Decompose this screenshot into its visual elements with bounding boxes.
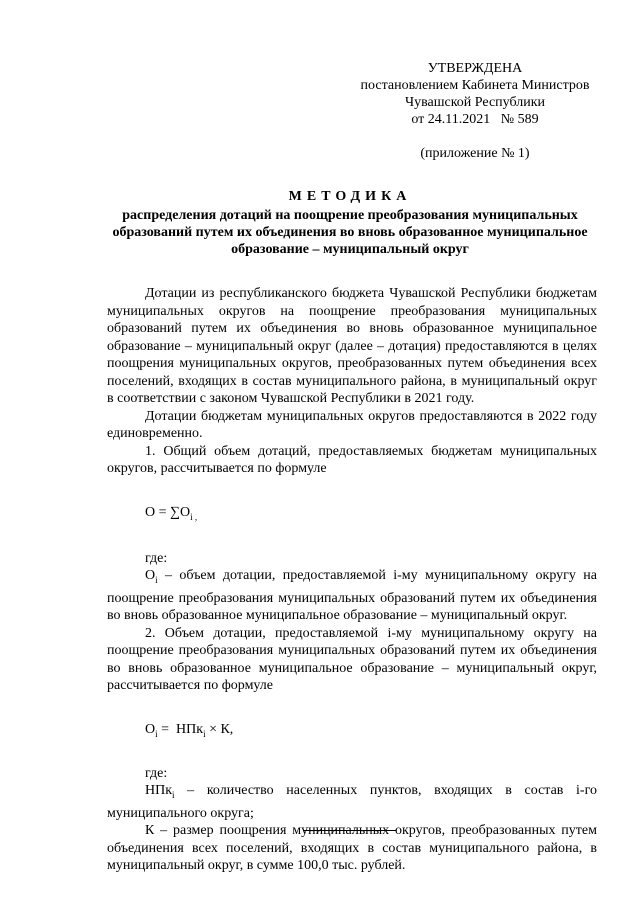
approval-stamp [345, 60, 605, 128]
paragraph-intro: Дотации из республиканского бюджета Чувашской Республики бюджетам муниципальных округов на поощрение преобразования муниципальных образований путем их объединения во вновь образованное муниципальное образование – муниципальный округ (далее – дотация) предоставляются в целях поощрения муниципальных округов, преобразованных путем объединения всех поселений, входящих в состав муниципального района, в муниципальный округ в соответствии с законом Чувашской Республики в 2021 году. [107, 286, 597, 406]
appendix-note: (приложение № 1) [420, 146, 530, 161]
paragraph-timing: Дотации бюджетам муниципальных округов предоставляются в 2022 году единовременно. [107, 408, 597, 441]
formula-individual [107, 721, 597, 743]
title-main: МЕТОДИКА [288, 189, 412, 204]
formula-total [107, 504, 597, 526]
definition-oi-sub: i [155, 575, 158, 586]
where-label-1: где: [145, 550, 168, 566]
document-title [100, 188, 600, 258]
where-label-2: где: [145, 765, 168, 781]
paragraph-clause-1: 1. Общий объем дотаций, предоставляемых бюджетам муниципальных округов, рассчитывается по формуле [107, 443, 597, 476]
formula-individual-a: О [145, 721, 156, 737]
approval-date-number: от 24.11.2021 № 589 [411, 112, 539, 127]
formula-individual-b-sub: i [203, 728, 206, 739]
approval-heading: УТВЕРЖДЕНА [427, 61, 523, 76]
definition-k: К – размер поощрения муниципальных округов, преобразованных путем объединения всех поселений, входящих в состав муниципального района, в муниципальный округ, в сумме 100,0 тыс. рублей. [107, 823, 597, 874]
formula-individual-a-sub: i [155, 728, 158, 739]
approval-region: Чувашской Республики [404, 95, 546, 110]
definition-oi [107, 567, 597, 624]
definition-npk-text: – количество населенных пунктов, входящих в состав i-го муниципального округа; [107, 783, 597, 821]
approval-issuer: постановлением Кабинета Министров [360, 78, 590, 93]
paragraph-clause-2: 2. Объем дотации, предоставляемой i-му муниципальному округу на поощрение преобразования муниципальных образований путем их объединения во вновь образованное муниципальное образование – муниципальный округ, рассчитывается по формуле [107, 625, 597, 694]
end-divider [303, 830, 396, 831]
definition-oi-text: – объем дотации, предоставляемой i-му муниципальному округу на поощрение преобразования муниципальных образований путем их объединения во вновь образованное муниципальное образование – муниципальный округ. [107, 568, 597, 624]
formula-total-main: О = ∑О [145, 504, 191, 520]
formula-individual-c: × К, [205, 721, 234, 737]
formula-individual-b: = НПк [157, 721, 204, 737]
definition-npk [107, 782, 597, 822]
formula-total-sub: i , [190, 511, 198, 522]
definition-npk-symbol: НПк [145, 783, 173, 799]
title-subtitle: распределения дотаций на поощрение преобразования муниципальных образований путем их объединения во вновь образованное муниципальное образование – муниципальный округ [112, 208, 588, 257]
definition-npk-sub: i [172, 790, 175, 801]
definition-oi-symbol: О [145, 568, 156, 584]
document-body [107, 285, 597, 875]
